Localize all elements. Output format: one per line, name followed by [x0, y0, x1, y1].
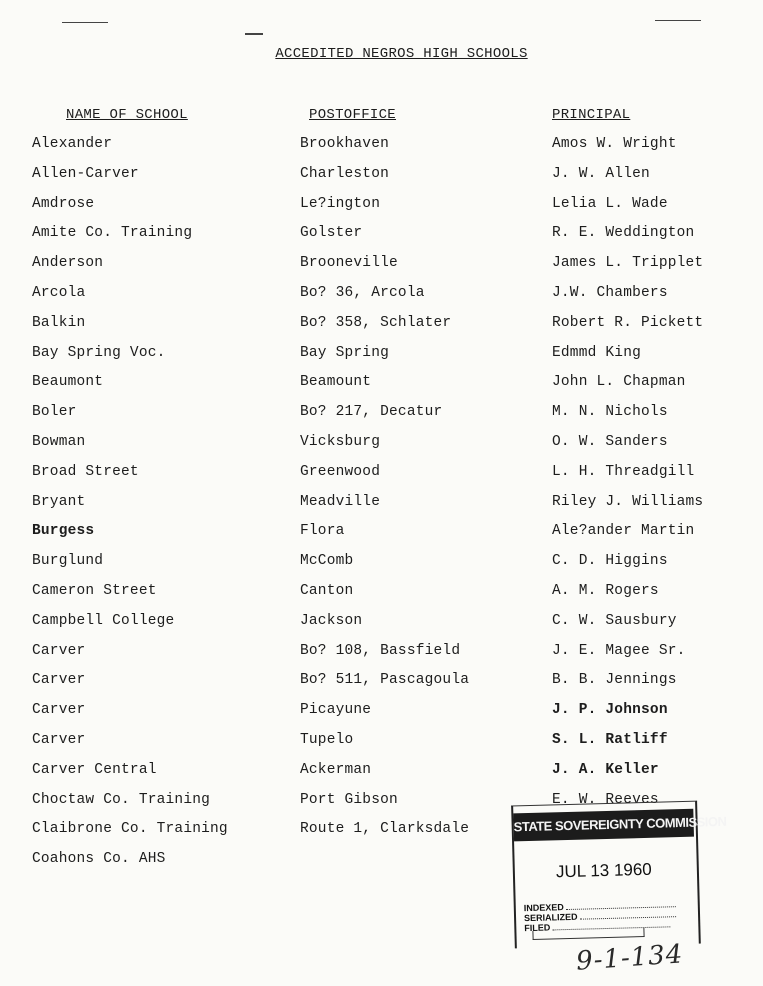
- table-row: [0, 225, 763, 255]
- postoffice: Greenwood: [300, 463, 381, 480]
- principal: E. W. Reeves: [552, 791, 659, 808]
- document-title-text: ACCEDITED NEGROS HIGH SCHOOLS: [275, 46, 528, 62]
- handwritten-file-number: 9-1-134: [575, 939, 685, 977]
- principal: Lelia L. Wade: [552, 195, 668, 212]
- table-row: [0, 404, 763, 434]
- postoffice: Brooneville: [300, 255, 398, 272]
- school-name: Coahons Co. AHS: [32, 851, 166, 868]
- scan-mark-top-right: [655, 20, 701, 21]
- school-name: Boler: [32, 404, 77, 421]
- postoffice: Brookhaven: [300, 136, 390, 152]
- stamp-filed-label: FILED: [524, 922, 551, 934]
- table-row: [0, 613, 763, 643]
- postoffice: Port Gibson: [300, 791, 398, 808]
- postoffice: Ackerman: [300, 761, 372, 778]
- principal: M. N. Nichols: [552, 404, 668, 421]
- table-row: [0, 315, 763, 345]
- postoffice: Bo? 358, Schlater: [300, 314, 452, 331]
- principal: O. W. Sanders: [552, 433, 668, 450]
- table-row: [0, 494, 763, 524]
- postoffice: Charleston: [300, 165, 390, 182]
- scan-mark-top-left: [62, 22, 108, 23]
- school-name: Alexander: [32, 136, 113, 152]
- school-name: Campbell College: [32, 612, 175, 629]
- postoffice: McComb: [300, 553, 354, 570]
- school-table: [0, 136, 763, 881]
- header-postoffice: POSTOFFICE: [309, 107, 397, 123]
- school-name: Amdrose: [32, 195, 95, 212]
- principal: J. E. Magee Sr.: [552, 642, 686, 659]
- postoffice: Meadville: [300, 493, 381, 510]
- school-name: Bowman: [32, 433, 86, 450]
- postoffice: Bo? 217, Decatur: [300, 404, 443, 421]
- principal: J. A. Keller: [552, 761, 659, 778]
- school-name: Carver: [32, 702, 86, 719]
- school-name: Carver Central: [32, 761, 157, 778]
- table-row: [0, 702, 763, 732]
- school-name: Claibrone Co. Training: [32, 821, 228, 838]
- school-name: Broad Street: [32, 463, 139, 480]
- school-name: Arcola: [32, 284, 86, 301]
- school-name: Choctaw Co. Training: [32, 791, 211, 808]
- school-name: Amite Co. Training: [32, 225, 193, 242]
- postoffice: Jackson: [300, 612, 363, 629]
- table-row: [0, 672, 763, 702]
- table-row: [0, 732, 763, 762]
- postoffice: Picayune: [300, 702, 372, 719]
- table-row: [0, 196, 763, 226]
- table-row: [0, 643, 763, 673]
- principal: Riley J. Williams: [552, 493, 704, 510]
- principal: A. M. Rogers: [552, 582, 659, 599]
- principal: John L. Chapman: [552, 374, 686, 391]
- principal: James L. Tripplet: [552, 255, 704, 272]
- table-row: [0, 464, 763, 494]
- postoffice: Golster: [300, 225, 363, 242]
- postoffice: Bo? 511, Pascagoula: [300, 672, 470, 689]
- principal: Robert R. Pickett: [552, 314, 704, 331]
- school-name: Burglund: [32, 553, 104, 570]
- postoffice: Tupelo: [300, 731, 354, 748]
- table-row: [0, 166, 763, 196]
- school-name: Carver: [32, 672, 86, 689]
- table-row: [0, 523, 763, 553]
- school-name: Carver: [32, 642, 86, 659]
- principal: J. W. Allen: [552, 165, 650, 182]
- principal: J.W. Chambers: [552, 284, 668, 301]
- stamp-date: JUL 13 1960: [555, 859, 652, 882]
- table-row: [0, 255, 763, 285]
- school-name: Cameron Street: [32, 582, 157, 599]
- stamp-indexed-label: INDEXED: [523, 902, 564, 914]
- principal: Edmmd King: [552, 344, 642, 361]
- school-name: Allen-Carver: [32, 165, 139, 182]
- table-row: [0, 434, 763, 464]
- postoffice: Route 1, Clarksdale: [300, 821, 470, 838]
- table-row: [0, 345, 763, 375]
- postoffice: Le?ington: [300, 195, 381, 212]
- postoffice: Beamount: [300, 374, 372, 391]
- principal: Ale?ander Martin: [552, 523, 695, 540]
- table-row: [0, 136, 763, 166]
- school-name: Bay Spring Voc.: [32, 344, 166, 361]
- postoffice: Canton: [300, 582, 354, 599]
- header-principal: PRINCIPAL: [552, 107, 631, 123]
- document-title: [0, 46, 763, 62]
- principal: Amos W. Wright: [552, 136, 677, 152]
- stamp-serialized-label: SERIALIZED: [523, 911, 578, 924]
- postoffice: Bo? 36, Arcola: [300, 284, 425, 301]
- received-stamp: [511, 801, 727, 952]
- stamp-agency: STATE SOVEREIGNTY COMMISSION: [513, 809, 694, 842]
- principal: R. E. Weddington: [552, 225, 695, 242]
- school-name: Anderson: [32, 255, 104, 272]
- table-row: [0, 583, 763, 613]
- principal: J. P. Johnson: [552, 702, 668, 719]
- principal: C. W. Sausbury: [552, 612, 677, 629]
- school-name: Beaumont: [32, 374, 104, 391]
- principal: S. L. Ratliff: [552, 731, 668, 748]
- school-name: Carver: [32, 731, 86, 748]
- table-row: [0, 762, 763, 792]
- table-row: [0, 285, 763, 315]
- school-name: Bryant: [32, 493, 86, 510]
- table-row: [0, 374, 763, 404]
- table-row: [0, 553, 763, 583]
- school-name: Balkin: [32, 314, 86, 331]
- postoffice: Bay Spring: [300, 344, 390, 361]
- school-name: Burgess: [32, 523, 95, 540]
- principal: B. B. Jennings: [552, 672, 677, 689]
- postoffice: Bo? 108, Bassfield: [300, 642, 461, 659]
- principal: L. H. Threadgill: [552, 463, 695, 480]
- scan-mark-top-center: [245, 33, 263, 35]
- header-school: NAME OF SCHOOL: [66, 107, 188, 123]
- principal: C. D. Higgins: [552, 553, 668, 570]
- postoffice: Vicksburg: [300, 433, 381, 450]
- postoffice: Flora: [300, 523, 345, 540]
